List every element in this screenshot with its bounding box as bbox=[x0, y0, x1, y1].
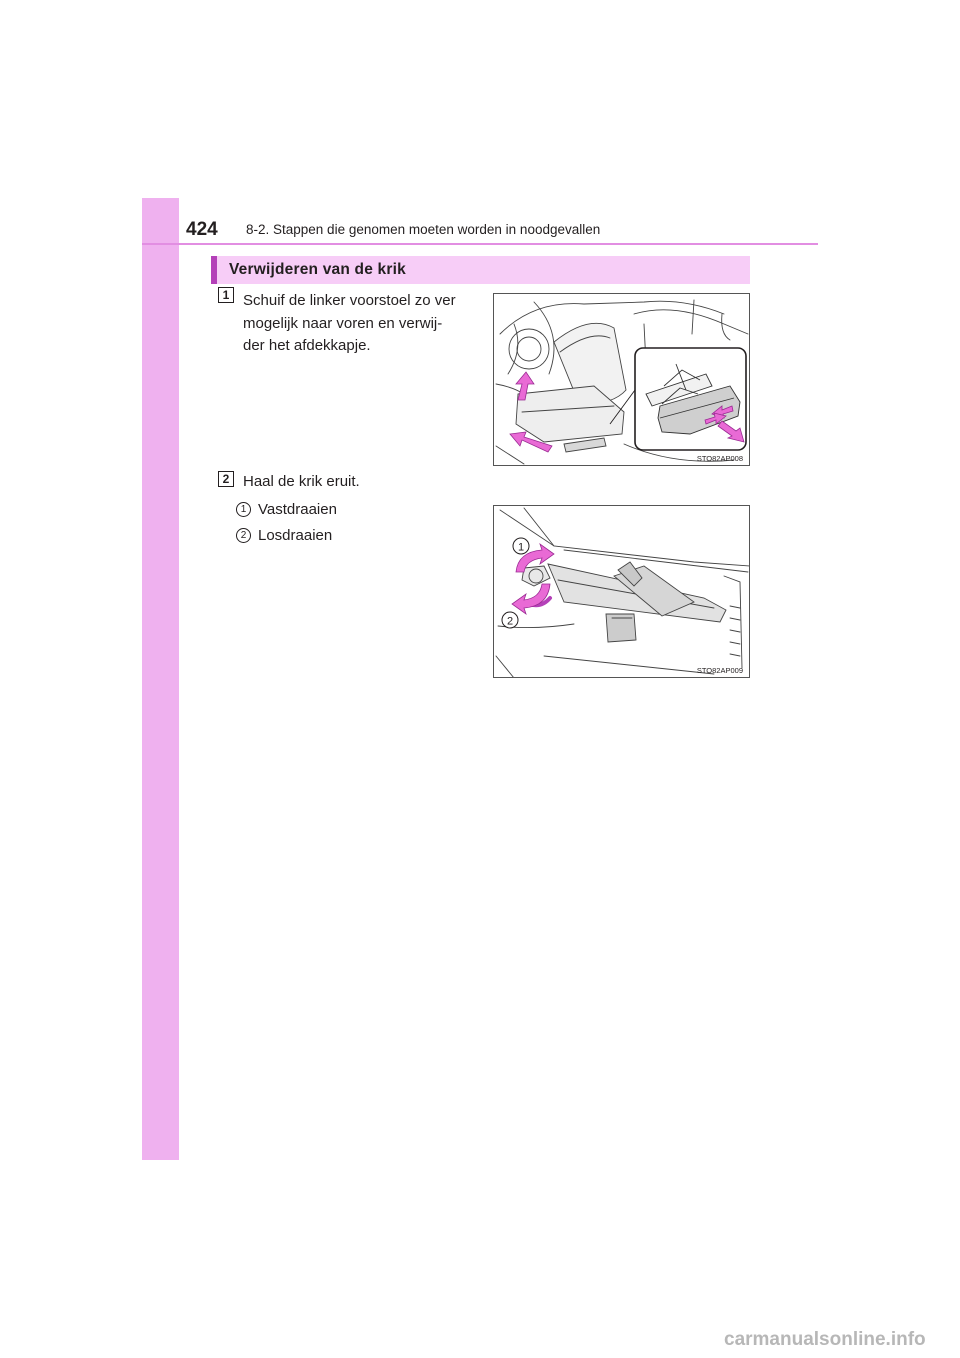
jack-illustration bbox=[494, 506, 750, 678]
running-head: 8-2. Stappen die genomen moeten worden in noodgevallen bbox=[246, 222, 601, 237]
figure-seat-cover-removal bbox=[493, 293, 750, 466]
step-1-text bbox=[243, 290, 478, 358]
section-title-bar bbox=[211, 256, 750, 284]
figure-code-1: STO82AP008 bbox=[696, 454, 743, 463]
circled-number-icon: 2 bbox=[236, 528, 251, 543]
circled-number-icon: 1 bbox=[236, 502, 251, 517]
figure-jack-removal bbox=[493, 505, 750, 678]
step-1-number: 1 bbox=[218, 287, 234, 303]
step-2-text: Haal de krik eruit. bbox=[243, 473, 360, 490]
header-rule bbox=[142, 243, 818, 245]
chapter-side-tab bbox=[142, 198, 179, 1160]
callout-2-label: 2 bbox=[506, 615, 514, 628]
step-1-line-3: der het afdekkapje. bbox=[243, 337, 371, 354]
step-2-number: 2 bbox=[218, 471, 234, 487]
sub-item-label: Losdraaien bbox=[258, 527, 333, 544]
callout-1-label: 1 bbox=[517, 541, 525, 554]
sub-item-label: Vastdraaien bbox=[258, 501, 337, 518]
seat-cover-illustration bbox=[494, 294, 750, 466]
step-1-line-1: Schuif de linker voorstoel zo ver bbox=[243, 292, 456, 309]
section-title: Verwijderen van de krik bbox=[229, 261, 406, 278]
step-1-line-2: mogelijk naar voren en verwij- bbox=[243, 314, 443, 332]
watermark: carmanualsonline.info bbox=[724, 1329, 926, 1350]
page-number: 424 bbox=[186, 219, 218, 240]
arrow-loosen-icon bbox=[512, 584, 550, 614]
figure-code-2: STO82AP009 bbox=[696, 666, 743, 675]
